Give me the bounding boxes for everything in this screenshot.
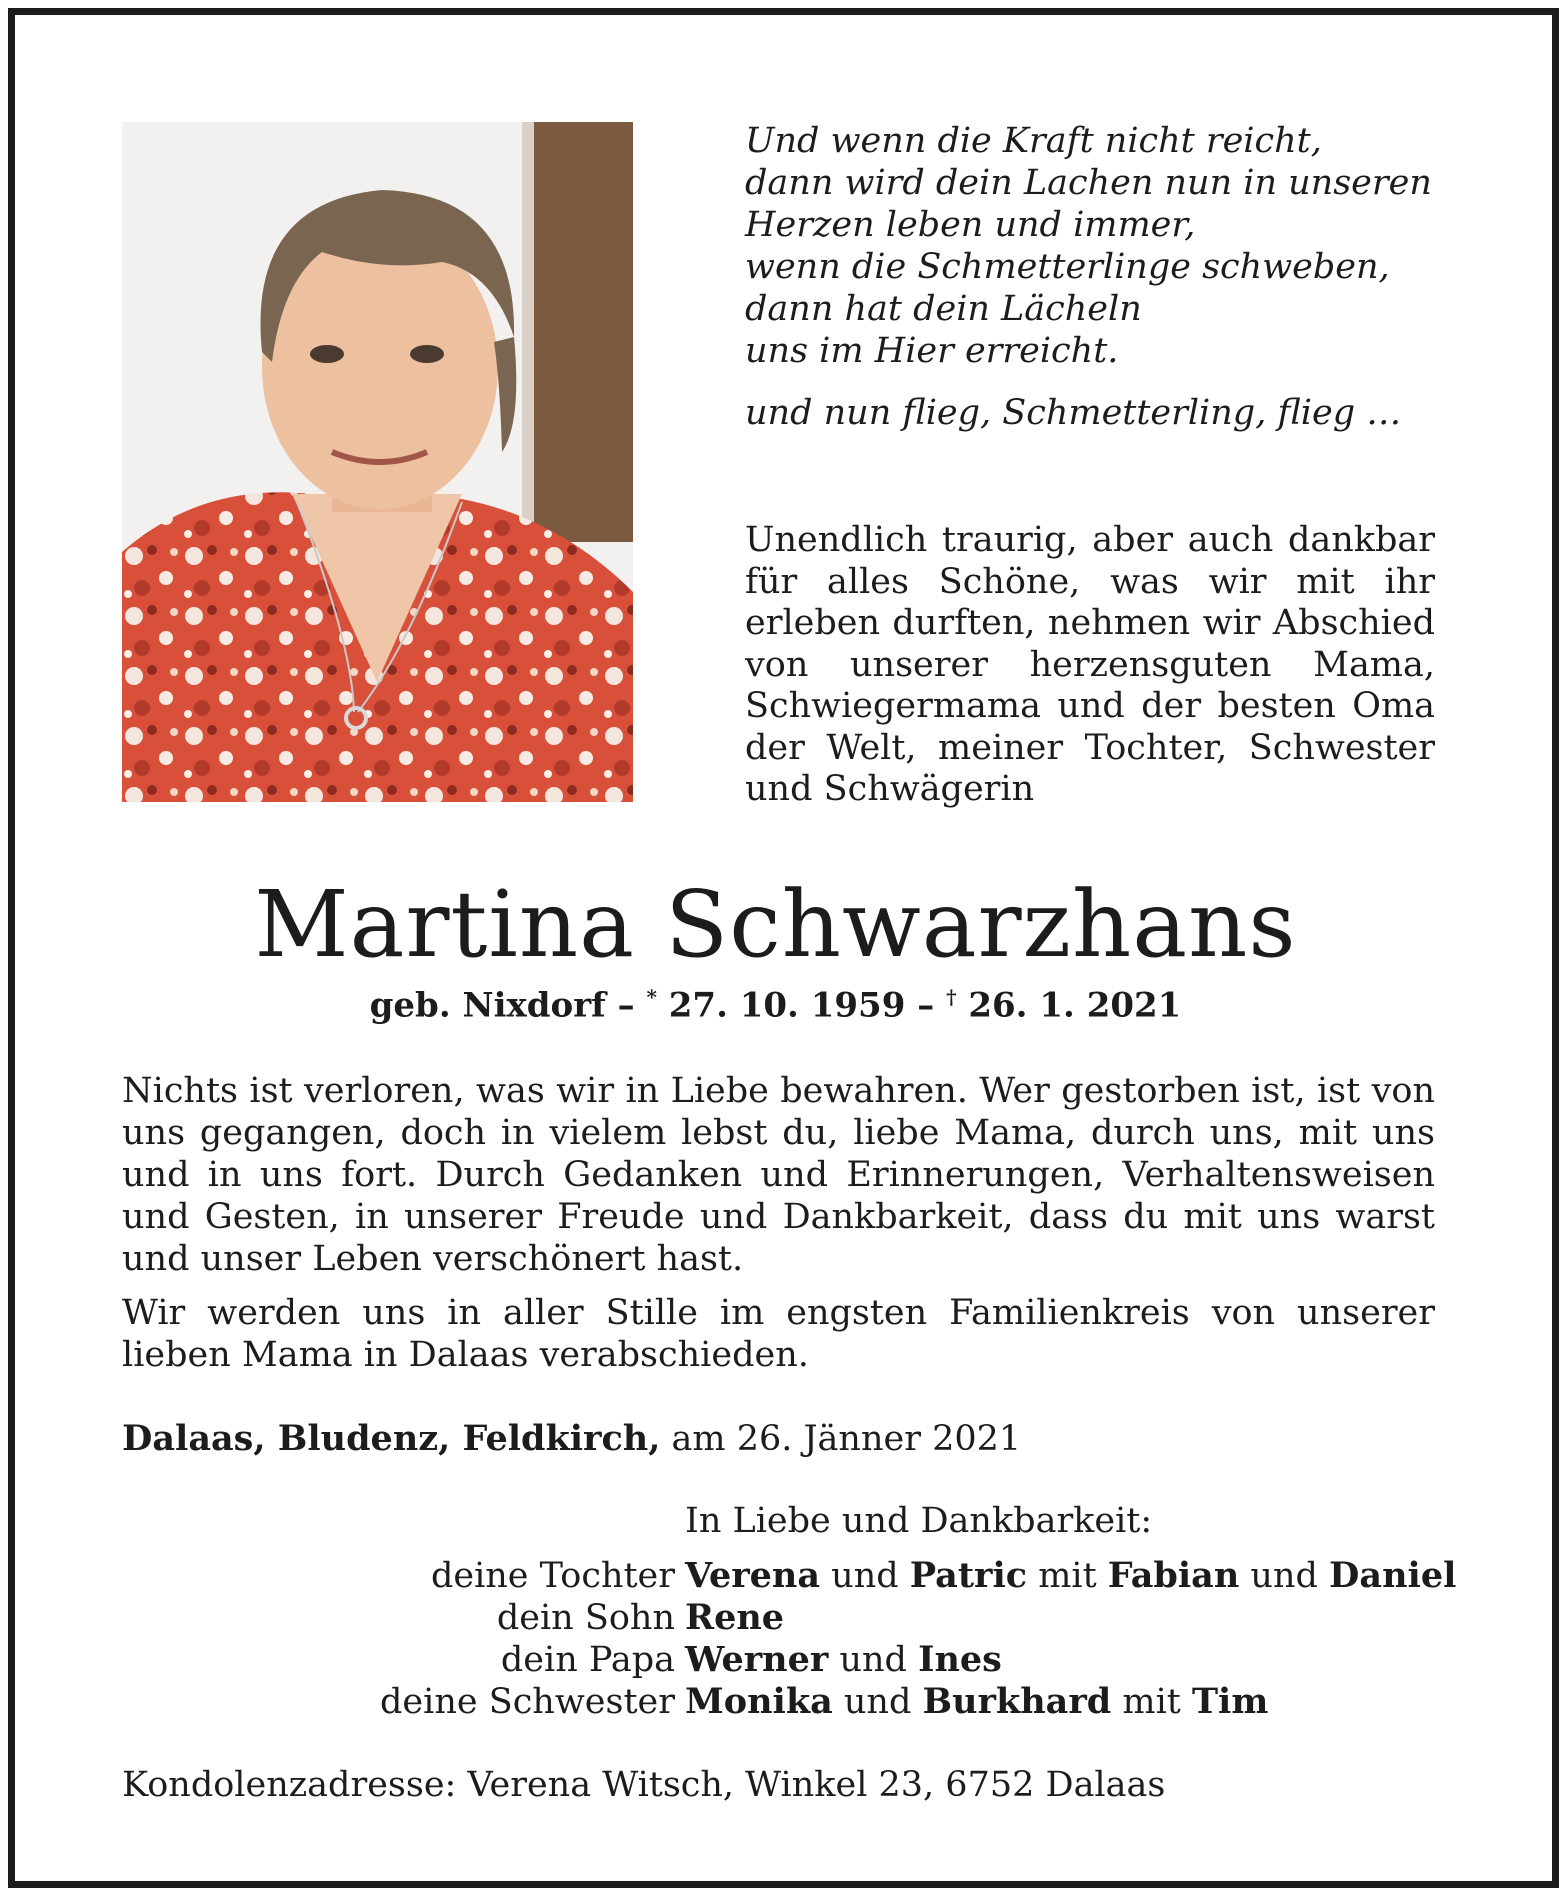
place-date (122, 1418, 1122, 1460)
condolence-address: Kondolenzadresse: Verena Witsch, Winkel 23, 6752 Dalaas (122, 1765, 1166, 1805)
death-date: 26. 1. 2021 (956, 985, 1182, 1026)
family-name: Rene (685, 1597, 785, 1638)
maiden-name: geb. Nixdorf (369, 985, 606, 1026)
intro-text: Unendlich traurig, aber auch dankbar für alles Schöne, was wir mit ihr erleben durften, nehmen wir Abschied von unserer herzensguten Mama, Schwiegermama und der besten Oma der Welt, meiner Tochter, Schwester und Schwägerin (745, 520, 1435, 809)
family-names (685, 1597, 784, 1639)
relation: dein Sohn (496, 1598, 675, 1638)
family-intro: In Liebe und Dankbarkeit: (685, 1501, 1153, 1541)
body-paragraph: Wir werden uns in aller Stille im engsten Familienkreis von unserer lieben Mama in Dalaas verabschieden. (122, 1293, 1435, 1375)
poem-refrain: und nun flieg, Schmetterling, flieg … (745, 393, 1402, 433)
poem-line: uns im Hier erreicht. (745, 331, 1119, 371)
family-names (685, 1639, 1002, 1681)
portrait-photo (122, 122, 633, 802)
family-list (122, 1555, 1462, 1723)
family-name: Fabian (1107, 1555, 1240, 1596)
family-name: Tim (1191, 1681, 1269, 1722)
family-name: Ines (918, 1639, 1002, 1680)
connector: und (828, 1640, 919, 1680)
connector: und (832, 1682, 923, 1722)
relation: dein Papa (500, 1640, 675, 1680)
poem-line: wenn die Schmetterlinge schweben, (745, 247, 1390, 287)
family-row (122, 1639, 1462, 1681)
family-names (685, 1555, 1456, 1597)
family-name: Burkhard (922, 1681, 1112, 1722)
family-row (122, 1681, 1462, 1723)
family-row (122, 1597, 1462, 1639)
family-name: Werner (685, 1639, 829, 1680)
family-name: Patric (909, 1555, 1028, 1596)
birth-symbol: * (646, 985, 657, 1009)
life-dates (0, 985, 1551, 1025)
connector: und (820, 1556, 910, 1596)
poem-line: Herzen leben und immer, (745, 205, 1196, 245)
notice-date: am 26. Jänner 2021 (660, 1419, 1022, 1459)
birth-date: 27. 10. 1959 (656, 985, 906, 1026)
body-paragraph: Nichts ist verloren, was wir in Liebe bewahren. Wer gestorben ist, ist von uns gegangen, doch in vielem lebst du, liebe Mama, durch uns, mit uns und in uns fort. Durch Gedanken und Erinnerungen, Verhaltensweisen und Gesten, in unserer Freude und Dankbarkeit, dass du mit uns warst und unser Leben verschönert hast. (122, 1071, 1435, 1279)
poem-line: Und wenn die Kraft nicht reicht, (745, 121, 1322, 161)
family-name: Verena (685, 1555, 821, 1596)
towns: Dalaas, Bludenz, Feldkirch, (122, 1418, 661, 1459)
family-name: Daniel (1329, 1555, 1457, 1596)
connector: und (1239, 1556, 1330, 1596)
poem (745, 120, 1465, 434)
death-symbol: † (946, 985, 957, 1009)
poem-line: dann wird dein Lachen nun in unseren (745, 163, 1432, 203)
dates-separator: – (905, 985, 947, 1026)
family-names (685, 1681, 1268, 1723)
dates-separator: – (605, 985, 647, 1026)
relation: deine Schwester (380, 1682, 675, 1722)
connector: mit (1027, 1556, 1108, 1596)
family-row (122, 1555, 1462, 1597)
relation: deine Tochter (430, 1556, 675, 1596)
poem-line: dann hat dein Lächeln (745, 289, 1142, 329)
portrait-illustration (122, 122, 633, 802)
family-name: Monika (685, 1681, 833, 1722)
body-text (122, 1070, 1435, 1388)
connector: mit (1111, 1682, 1192, 1722)
deceased-name: Martina Schwarzhans (254, 871, 1297, 978)
